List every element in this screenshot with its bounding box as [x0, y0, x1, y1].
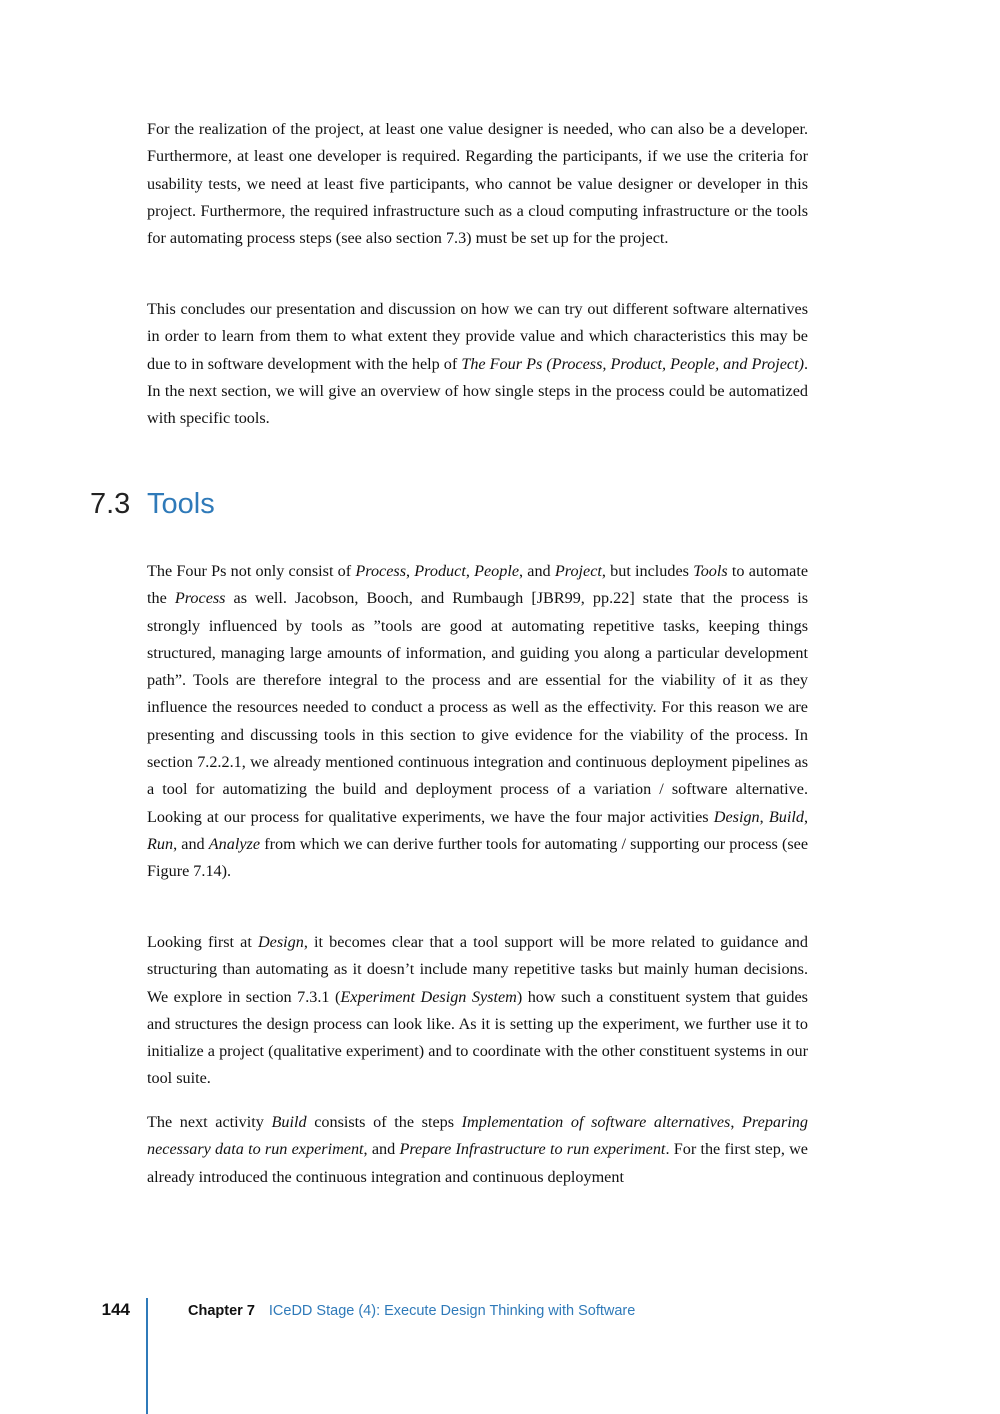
- text-run: , and: [519, 562, 555, 580]
- italic-text-run: The Four Ps (Process, Product, People, and Project): [461, 354, 804, 373]
- text-run: The Four Ps not only consist of: [147, 562, 356, 580]
- text-run: consists of the steps: [306, 1113, 462, 1131]
- text-run: ,: [406, 562, 415, 580]
- paragraph-text: [147, 558, 808, 886]
- text-run: , and: [173, 834, 209, 853]
- italic-text-run: Build: [271, 1113, 307, 1131]
- italic-text-run: People: [474, 562, 520, 580]
- footer-divider: [146, 1298, 148, 1414]
- body-paragraph-2: [147, 296, 808, 432]
- text-run: . In the next section, we will give an overview of how single steps in the process could be automatized with specific tools.: [147, 354, 809, 428]
- italic-text-run: Experiment Design System: [340, 987, 517, 1006]
- text-run: For the realization of the project, at least one value designer is needed, who can also be a developer. Furthermore, at least one developer is required. Regarding the participants, if we use the criteria for usability tests, we need at least five participants, who cannot be value designer or developer in this project. Furthermore, the required infrastructure such as a cloud computing infrastructure or the tools for automating process steps (see also section 7.3) must be set up for the project.: [147, 120, 808, 248]
- body-paragraph-5: [147, 1109, 808, 1191]
- italic-text-run: Run: [147, 834, 174, 853]
- text-run: This concludes our presentation and discussion on how we can try out different software alternatives in order to learn from them to what extent they provide value and which characteristics this may be due to in software development with the help of: [147, 300, 808, 373]
- text-run: , and: [363, 1140, 400, 1159]
- text-run: , it becomes clear that a tool support will be more related to guidance and structuring than automating as it doesn’t include many repetitive tasks but mainly human decisions. We explore in section 7.3.1 (: [147, 933, 808, 1006]
- italic-text-run: Process: [355, 562, 407, 580]
- italic-text-run: Project: [554, 562, 602, 580]
- paragraph-text: [147, 929, 808, 1093]
- page-number: 144: [101, 1300, 130, 1319]
- italic-text-run: Analyze: [208, 834, 261, 853]
- paragraph-text: [147, 296, 808, 432]
- italic-text-run: Implementation of software alternatives: [461, 1113, 731, 1131]
- body-paragraph-4: [147, 929, 808, 1093]
- text-run: . For the first step, we already introduced the continuous integration and continuous deployment: [147, 1140, 808, 1186]
- text-run: from which we can derive further tools for automating / supporting our process (see Figure 7.14).: [147, 834, 809, 881]
- body-paragraph-1: [147, 116, 808, 252]
- italic-text-run: Tools: [693, 562, 728, 580]
- paragraph-text: [147, 116, 808, 252]
- italic-text-run: Design: [257, 933, 304, 951]
- italic-text-run: Design: [713, 807, 760, 826]
- running-footer: [188, 1300, 635, 1322]
- text-run: ,: [759, 807, 769, 826]
- chapter-title: ICeDD Stage (4): Execute Design Thinking with Software: [268, 1303, 636, 1319]
- italic-text-run: Product: [414, 562, 466, 580]
- section-number: 7.3: [90, 488, 131, 520]
- text-run: to automate the: [147, 562, 809, 608]
- text-run: ,: [803, 807, 808, 826]
- text-run: ) how such a constituent system that guides and structures the design process can look like. As it is setting up the experiment, we further use it to initialize a project (qualitative experiment) and to coordinate with the other constituent systems in our tool suite.: [147, 987, 808, 1088]
- italic-text-run: Build: [768, 807, 804, 826]
- body-paragraph-3: [147, 558, 808, 886]
- text-run: , but includes: [601, 562, 694, 580]
- text-run: ,: [730, 1113, 743, 1131]
- paragraph-text: [147, 1109, 808, 1191]
- section-title: Tools: [147, 488, 215, 520]
- italic-text-run: Process: [174, 589, 226, 608]
- section-heading: [90, 486, 215, 522]
- text-run: as well. Jacobson, Booch, and Rumbaugh [JBR99, pp.22] state that the process is strongly influenced by tools as ”tools are good at automating repetitive tasks, keeping things structured, managing large amounts of information, and guiding you along a particular development path”. Tools are therefore integral to the process and are essential for the viability of it as they influence the resources needed to conduct a process as well as the effectivity. For this reason we are presenting and discussing tools in this section to give evidence for the viability of the process. In section 7.2.2.1, we already mentioned continuous integration and continuous deployment pipelines as a tool for automatizing the build and deployment process of a variation / software alternative. Looking at our process for qualitative experiments, we have the four major activities: [147, 589, 808, 826]
- chapter-label: Chapter 7: [188, 1303, 255, 1319]
- text-run: Looking first at: [147, 933, 258, 951]
- italic-text-run: Preparing necessary data to run experiment: [147, 1113, 808, 1159]
- text-run: ,: [465, 562, 475, 580]
- italic-text-run: Prepare Infrastructure to run experiment: [399, 1140, 666, 1159]
- text-run: The next activity: [147, 1113, 272, 1131]
